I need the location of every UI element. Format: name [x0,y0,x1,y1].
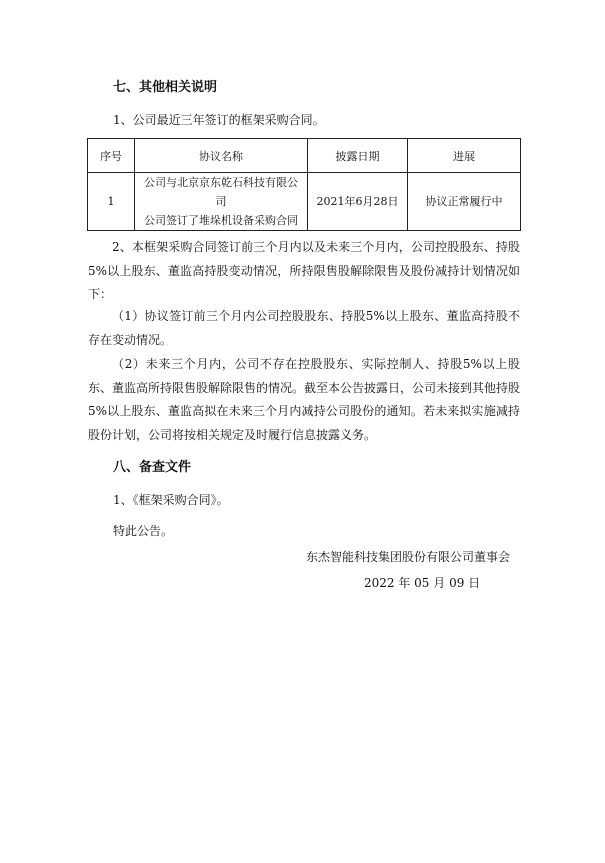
closing-text: 特此公告。 [113,524,174,538]
section-7-item-2-1 [88,305,520,352]
table-cell-no: 1 [88,173,135,231]
section-8-heading: 八、备查文件 [113,460,192,475]
table-header-row [88,139,521,173]
section-7-item-2 [88,236,520,307]
section-7-item-2-2 [88,353,520,447]
table-header-progress: 进展 [408,139,521,173]
table-row [88,173,521,231]
table-header-no: 序号 [88,139,135,173]
section-7-item-1: 1、公司最近三年签订的框架采购合同。 [113,113,325,127]
section-8-item-1: 1、《框架采购合同》。 [113,493,229,507]
framework-contract-table [87,138,521,231]
signature-company: 东杰智能科技集团股份有限公司董事会 [306,550,511,564]
signature-date: 2022 年 05 月 09 日 [364,576,481,590]
section-7-heading: 七、其他相关说明 [113,80,218,95]
table-cell-name-line-1: 公司与北京京东乾石科技有限公司 [144,176,298,208]
table-cell-date: 2021年6月28日 [308,173,408,231]
section-7-item-2-text: 2、本框架采购合同签订前三个月内以及未来三个月内，公司控股股东、持股5%以上股东、董监高持股变动情况，所持限售股解除限售及股份减持计划情况如下： [88,240,520,301]
table-header-name: 协议名称 [135,139,308,173]
table-cell-name [135,173,308,231]
table-header-date: 披露日期 [308,139,408,173]
table-cell-progress: 协议正常履行中 [408,173,521,231]
section-7-item-2-1-text: （1）协议签订前三个月内公司控股股东、持股5%以上股东、董监高持股不存在变动情况。 [88,309,520,347]
table-cell-name-line-2: 公司签订了堆垛机设备采购合同 [144,214,298,227]
section-7-item-2-2-text: （2）未来三个月内，公司不存在控股股东、实际控制人、持股5%以上股东、董监高所持限售股解除限售的情况。截至本公告披露日，公司未接到其他持股5%以上股东、董监高拟在未来三个月内减持公司股份的通知。若未来拟实施减持股份计划，公司将按相关规定及时履行信息披露义务。 [88,357,521,442]
